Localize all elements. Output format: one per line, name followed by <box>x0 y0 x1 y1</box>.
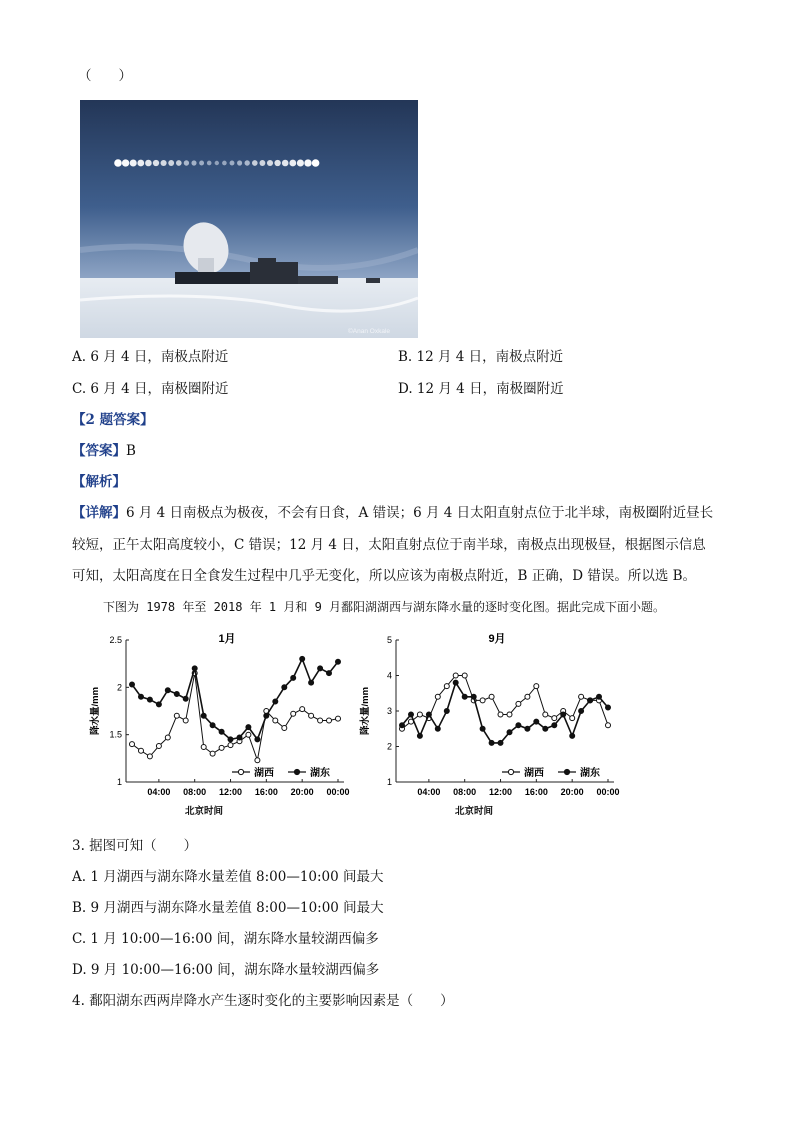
sun-phase-icon <box>282 160 289 167</box>
data-point <box>462 694 467 699</box>
answer-section-header: 【2 题答案】 <box>72 412 154 428</box>
y-tick-label: 1 <box>386 777 392 787</box>
data-point <box>300 707 305 712</box>
legend-label: 湖东 <box>310 768 330 779</box>
question-paren: （ ） <box>78 68 132 84</box>
legend-label: 湖西 <box>254 768 274 779</box>
data-point <box>435 694 440 699</box>
y-tick-label: 2 <box>116 682 122 693</box>
data-point <box>210 723 215 728</box>
q3-option-d: D. 9 月 10:00—16:00 间，湖东降水量较湖西偏多 <box>72 962 380 978</box>
sun-phase-icon <box>130 159 137 166</box>
eclipse-photo <box>80 100 418 338</box>
sun-phase-icon <box>137 160 144 167</box>
data-point <box>273 699 278 704</box>
data-point <box>282 726 287 731</box>
data-point <box>165 688 170 693</box>
data-point <box>552 723 557 728</box>
y-axis-label: 降水量/mm <box>360 686 371 736</box>
sun-phase-icon <box>274 160 280 166</box>
data-point <box>130 682 135 687</box>
data-point <box>147 697 152 702</box>
x-tick-label: 04:00 <box>417 787 441 797</box>
legend-marker <box>564 769 569 774</box>
sun-phase-icon <box>230 161 235 166</box>
data-point <box>561 712 566 717</box>
data-point <box>525 726 530 731</box>
data-point <box>507 730 512 735</box>
data-point <box>246 725 251 730</box>
chart-january <box>86 628 352 822</box>
sun-phase-icon <box>145 160 152 167</box>
data-point <box>183 718 188 723</box>
sun-phase-icon <box>237 160 242 165</box>
sun-phase-icon <box>312 159 320 167</box>
sun-phase-icon <box>207 161 212 166</box>
y-tick-label: 2 <box>386 741 392 752</box>
data-point <box>444 709 449 714</box>
data-point <box>165 735 170 740</box>
data-point <box>444 684 449 689</box>
data-point <box>426 712 431 717</box>
sun-phase-icon <box>191 160 196 165</box>
y-tick-label: 1 <box>116 777 122 787</box>
sun-phase-icon <box>289 160 296 167</box>
data-point <box>336 659 341 664</box>
data-point <box>327 718 332 723</box>
data-point <box>480 726 485 731</box>
detail-line-3: 可知，太阳高度在日全食发生过程中几乎无变化，所以应该为南极点附近，B 正确，D 错误。所以选 B。 <box>72 568 697 584</box>
y-tick-label: 5 <box>386 635 392 645</box>
data-point <box>291 675 296 680</box>
sun-phase-icon <box>267 160 273 166</box>
answer-tag: 【答案】 <box>72 443 126 459</box>
data-point <box>255 758 260 763</box>
data-point <box>606 705 611 710</box>
data-point <box>498 712 503 717</box>
x-tick-label: 08:00 <box>183 787 207 797</box>
data-point <box>453 680 458 685</box>
x-axis-label: 北京时间 <box>184 806 224 817</box>
data-point <box>409 712 414 717</box>
x-tick-label: 00:00 <box>326 787 350 797</box>
data-point <box>300 656 305 661</box>
sun-phase-icon <box>199 161 204 166</box>
data-point <box>255 737 260 742</box>
data-point <box>606 723 611 728</box>
sun-phase-icon <box>161 160 167 166</box>
sun-phase-icon <box>184 160 189 165</box>
data-point <box>309 680 314 685</box>
x-axis-label: 北京时间 <box>454 806 494 817</box>
analysis-tag: 【解析】 <box>72 474 126 490</box>
data-point <box>264 713 269 718</box>
y-tick-label: 2.5 <box>109 635 122 645</box>
legend-label: 湖东 <box>580 768 600 779</box>
series-line-open <box>132 673 338 760</box>
chart-title: 1月 <box>218 633 236 645</box>
data-point <box>219 729 224 734</box>
data-point <box>417 712 422 717</box>
data-point <box>174 692 179 697</box>
answer-line <box>72 441 136 461</box>
option-b: B. 12 月 4 日，南极点附近 <box>398 349 564 365</box>
sun-phase-icon <box>297 159 304 166</box>
detail-line-2: 较短，正午太阳高度较小，C 错误；12 月 4 日，太阳直射点位于南半球，南极点出现极昼，根据图示信息 <box>72 537 706 553</box>
data-point <box>201 745 206 750</box>
data-point <box>336 716 341 721</box>
x-tick-label: 16:00 <box>254 787 278 797</box>
option-c: C. 6 月 4 日，南极圈附近 <box>72 381 229 397</box>
data-point <box>139 748 144 753</box>
legend-marker <box>238 769 243 774</box>
data-point <box>219 745 224 750</box>
sun-phase-icon <box>252 160 258 166</box>
data-point <box>543 712 548 717</box>
x-tick-label: 04:00 <box>147 787 171 797</box>
x-tick-label: 12:00 <box>219 787 243 797</box>
y-tick-label: 1.5 <box>109 729 122 740</box>
y-tick-label: 4 <box>386 670 392 681</box>
data-point <box>201 713 206 718</box>
sun-phase-icon <box>153 160 159 166</box>
data-point <box>309 713 314 718</box>
sun-phase-icon <box>114 159 122 167</box>
data-point <box>489 694 494 699</box>
sun-phase-icon <box>304 159 311 166</box>
y-axis-label: 降水量/mm <box>90 686 101 736</box>
intro-text: 下图为 1978 年至 2018 年 1 月和 9 月鄱阳湖湖西与湖东降水量的逐时变化图。据此完成下面小题。 <box>103 600 666 614</box>
data-point <box>570 733 575 738</box>
answer-value: B <box>126 443 136 459</box>
data-point <box>498 740 503 745</box>
sun-phase-icon <box>259 160 265 166</box>
data-point <box>507 712 512 717</box>
data-point <box>130 742 135 747</box>
legend-marker <box>508 769 513 774</box>
data-point <box>471 694 476 699</box>
data-point <box>525 694 530 699</box>
data-point <box>570 716 575 721</box>
data-point <box>552 716 557 721</box>
data-point <box>516 701 521 706</box>
sun-phase-icon <box>245 160 250 165</box>
data-point <box>462 673 467 678</box>
sun-phase-icon <box>215 161 219 165</box>
legend-marker <box>294 769 299 774</box>
q3-stem: 3. 据图可知（ ） <box>72 838 198 854</box>
series-line-filled <box>132 659 338 740</box>
option-d: D. 12 月 4 日，南极圈附近 <box>398 381 564 397</box>
data-point <box>282 685 287 690</box>
data-point <box>400 723 405 728</box>
data-point <box>228 743 233 748</box>
x-tick-label: 16:00 <box>524 787 548 797</box>
data-point <box>579 694 584 699</box>
q4-stem: 4. 鄱阳湖东西两岸降水产生逐时变化的主要影响因素是（ ） <box>72 993 454 1009</box>
data-point <box>327 671 332 676</box>
data-point <box>588 698 593 703</box>
x-tick-label: 08:00 <box>453 787 477 797</box>
data-point <box>534 719 539 724</box>
data-point <box>489 740 494 745</box>
chart-title: 9月 <box>488 633 506 645</box>
data-point <box>273 718 278 723</box>
data-point <box>210 751 215 756</box>
x-tick-label: 20:00 <box>560 787 584 797</box>
data-point <box>174 713 179 718</box>
data-point <box>453 673 458 678</box>
series-line-filled <box>402 683 608 743</box>
data-point <box>291 711 296 716</box>
detail-tag: 【详解】 <box>72 505 126 521</box>
data-point <box>139 694 144 699</box>
x-tick-label: 20:00 <box>290 787 314 797</box>
data-point <box>246 732 251 737</box>
q3-option-c: C. 1 月 10:00—16:00 间，湖东降水量较湖西偏多 <box>72 931 379 947</box>
data-point <box>156 702 161 707</box>
data-point <box>318 718 323 723</box>
sun-phase-icon <box>176 160 182 166</box>
data-point <box>579 709 584 714</box>
chart-september <box>356 628 622 822</box>
legend-label: 湖西 <box>524 768 544 779</box>
data-point <box>597 694 602 699</box>
x-tick-label: 12:00 <box>489 787 513 797</box>
data-point <box>480 698 485 703</box>
data-point <box>228 737 233 742</box>
detail-line-1: 【详解】6 月 4 日南极点为极夜，不会有日食，A 错误；6 月 4 日太阳直射点位于北半球，南极圈附近昼长 <box>72 505 714 521</box>
x-tick-label: 00:00 <box>596 787 620 797</box>
sun-phase-icon <box>222 161 227 166</box>
photo-credit: ©Anan Oxkale <box>348 328 391 335</box>
data-point <box>156 744 161 749</box>
data-point <box>192 666 197 671</box>
option-a: A. 6 月 4 日，南极点附近 <box>72 349 229 365</box>
q3-option-b: B. 9 月湖西与湖东降水量差值 8:00—10:00 间最大 <box>72 900 384 916</box>
q3-option-a: A. 1 月湖西与湖东降水量差值 8:00—10:00 间最大 <box>72 869 384 885</box>
data-point <box>543 726 548 731</box>
sun-phase-icon <box>122 159 129 166</box>
data-point <box>534 684 539 689</box>
data-point <box>417 733 422 738</box>
data-point <box>183 696 188 701</box>
data-point <box>318 666 323 671</box>
y-tick-label: 3 <box>386 706 392 716</box>
data-point <box>237 735 242 740</box>
data-point <box>147 754 152 759</box>
sun-phase-icon <box>168 160 174 166</box>
data-point <box>516 723 521 728</box>
data-point <box>435 726 440 731</box>
